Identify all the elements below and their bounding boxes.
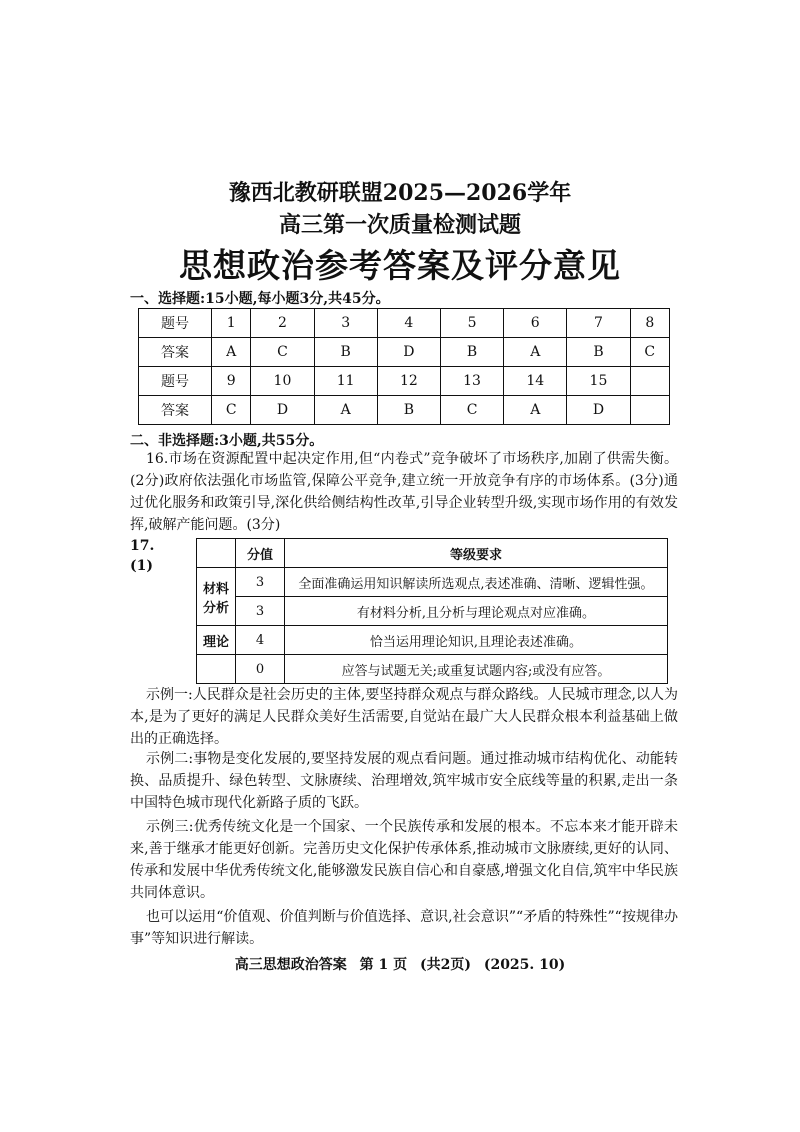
footer-doc-name: 高三思想政治答案 — [234, 957, 347, 973]
answer-key-cell: A — [314, 396, 377, 425]
answer-key-row-label: 题号 — [139, 367, 212, 396]
example-answer-2: 示例二:事物是变化发展的,要坚持发展的观点看问题。通过推动城市结构优化、动能转换、品质提升、绿色转型、文脉赓续、治理增效,筑牢城市安全底线等量的积累,走出一条中国特色城市现代化新路子质的飞跃。 — [130, 751, 678, 811]
answer-key-cell: B — [440, 338, 503, 367]
answer-key-cell: D — [567, 396, 630, 425]
grading-score: 4 — [236, 626, 285, 655]
section-2-heading: 二、非选择题:3小题,共55分。 — [130, 433, 324, 449]
grading-row — [197, 626, 668, 655]
question-17-label — [130, 536, 154, 576]
grading-score: 3 — [236, 597, 285, 626]
page-footer — [0, 954, 800, 974]
answer-key-cell: 7 — [567, 309, 630, 338]
answer-key-cell: 12 — [377, 367, 440, 396]
dimension-analysis-text: 分析 — [202, 600, 229, 616]
footer-page-number: 第 1 页 — [359, 957, 408, 973]
subject-title: 思想政治参考答案及评分意见 — [179, 246, 621, 285]
answer-key-cell — [630, 367, 669, 396]
exam-title: 高三第一次质量检测试题 — [278, 212, 521, 238]
answer-key-cell: 2 — [251, 309, 314, 338]
grading-row — [197, 568, 668, 597]
answer-key-cell: 13 — [440, 367, 503, 396]
answer-key-cell: D — [377, 338, 440, 367]
answer-key-cell: D — [251, 396, 314, 425]
answer-key-row — [139, 367, 670, 396]
answer-key-cell: B — [377, 396, 440, 425]
grading-row — [197, 655, 668, 684]
answer-key-cell: C — [251, 338, 314, 367]
answer-key-cell: A — [504, 396, 567, 425]
answer-key-cell: 8 — [630, 309, 669, 338]
dimension-material-text: 材料 — [202, 581, 229, 597]
dimension-material-analysis — [197, 568, 236, 626]
grading-score: 0 — [236, 655, 285, 684]
grading-header-score: 分值 — [236, 539, 285, 568]
answer-key-cell: 4 — [377, 309, 440, 338]
answer-key-cell: C — [440, 396, 503, 425]
answer-key-row — [139, 309, 670, 338]
footer-total-pages: (共2页) — [419, 957, 471, 973]
question-17-sub-number: (1) — [130, 558, 153, 574]
grading-header-blank — [197, 539, 236, 568]
answer-key-cell: 15 — [567, 367, 630, 396]
answer-key-row — [139, 338, 670, 367]
grading-requirement: 有材料分析,且分析与理论观点对应准确。 — [285, 597, 668, 626]
grading-header-requirement: 等级要求 — [285, 539, 668, 568]
answer-key-cell: C — [212, 396, 251, 425]
answer-key-row-label: 答案 — [139, 396, 212, 425]
footer-date: (2025. 10) — [483, 957, 566, 973]
question-17-number: 17. — [130, 538, 155, 554]
question-16-answer: 16.市场在资源配置中起决定作用,但“内卷式”竞争破坏了市场秩序,加剧了供需失衡。(2分)政府依法强化市场监管,保障公平竞争,建立统一开放竞争有序的市场体系。(3分)通过优化服务和政策引导,深化供给侧结构性改革,引导企业转型升级,实现市场作用的有效发挥,破解产能问题。(3分) — [130, 451, 678, 533]
grading-requirement: 恰当运用理论知识,且理论表述准确。 — [285, 626, 668, 655]
grading-requirement: 全面准确运用知识解读所选观点,表述准确、清晰、逻辑性强。 — [285, 568, 668, 597]
answer-key-cell: C — [630, 338, 669, 367]
answer-key-row — [139, 396, 670, 425]
section-1-heading: 一、选择题:15小题,每小题3分,共45分。 — [130, 291, 390, 307]
grading-row — [197, 597, 668, 626]
answer-key-cell: 5 — [440, 309, 503, 338]
grading-score: 3 — [236, 568, 285, 597]
answer-key-cell: 9 — [212, 367, 251, 396]
grading-header-row — [197, 539, 668, 568]
answer-key-cell: B — [567, 338, 630, 367]
answer-key-cell: 6 — [504, 309, 567, 338]
answer-key-cell: A — [212, 338, 251, 367]
answer-key-cell: 11 — [314, 367, 377, 396]
answer-key-cell: A — [504, 338, 567, 367]
grading-requirement: 应答与试题无关;或重复试题内容;或没有应答。 — [285, 655, 668, 684]
example-answer-1: 示例一:人民群众是社会历史的主体,要坚持群众观点与群众路线。人民城市理念,以人为本,是为了更好的满足人民群众美好生活需要,自觉站在最广大人民群众根本利益基础上做出的正确选择。 — [130, 687, 678, 747]
other-knowledge-note: 也可以运用“价值观、价值判断与价值选择、意识,社会意识”“矛盾的特殊性”“按规律办事”等知识进行解读。 — [130, 909, 678, 947]
answer-key-row-label: 题号 — [139, 309, 212, 338]
answer-key-cell: 1 — [212, 309, 251, 338]
answer-key-cell: 14 — [504, 367, 567, 396]
answer-key-cell: B — [314, 338, 377, 367]
dimension-theory: 理论 — [197, 626, 236, 655]
answer-key-cell: 10 — [251, 367, 314, 396]
answer-key-row-label: 答案 — [139, 338, 212, 367]
answer-key-cell — [630, 396, 669, 425]
org-year-title: 豫西北教研联盟2025—2026学年 — [228, 180, 572, 206]
dimension-blank — [197, 655, 236, 684]
example-answer-3: 示例三:优秀传统文化是一个国家、一个民族传承和发展的根本。不忘本来才能开辟未来,善于继承才能更好创新。完善历史文化保护传承体系,推动城市文脉赓续,更好的认同、传承和发展中华优秀传统文化,能够激发民族自信心和自豪感,增强文化自信,筑牢中华民族共同体意识。 — [130, 819, 678, 901]
answer-key-cell: 3 — [314, 309, 377, 338]
answer-key-table — [138, 308, 670, 425]
grading-criteria-table — [196, 538, 668, 684]
